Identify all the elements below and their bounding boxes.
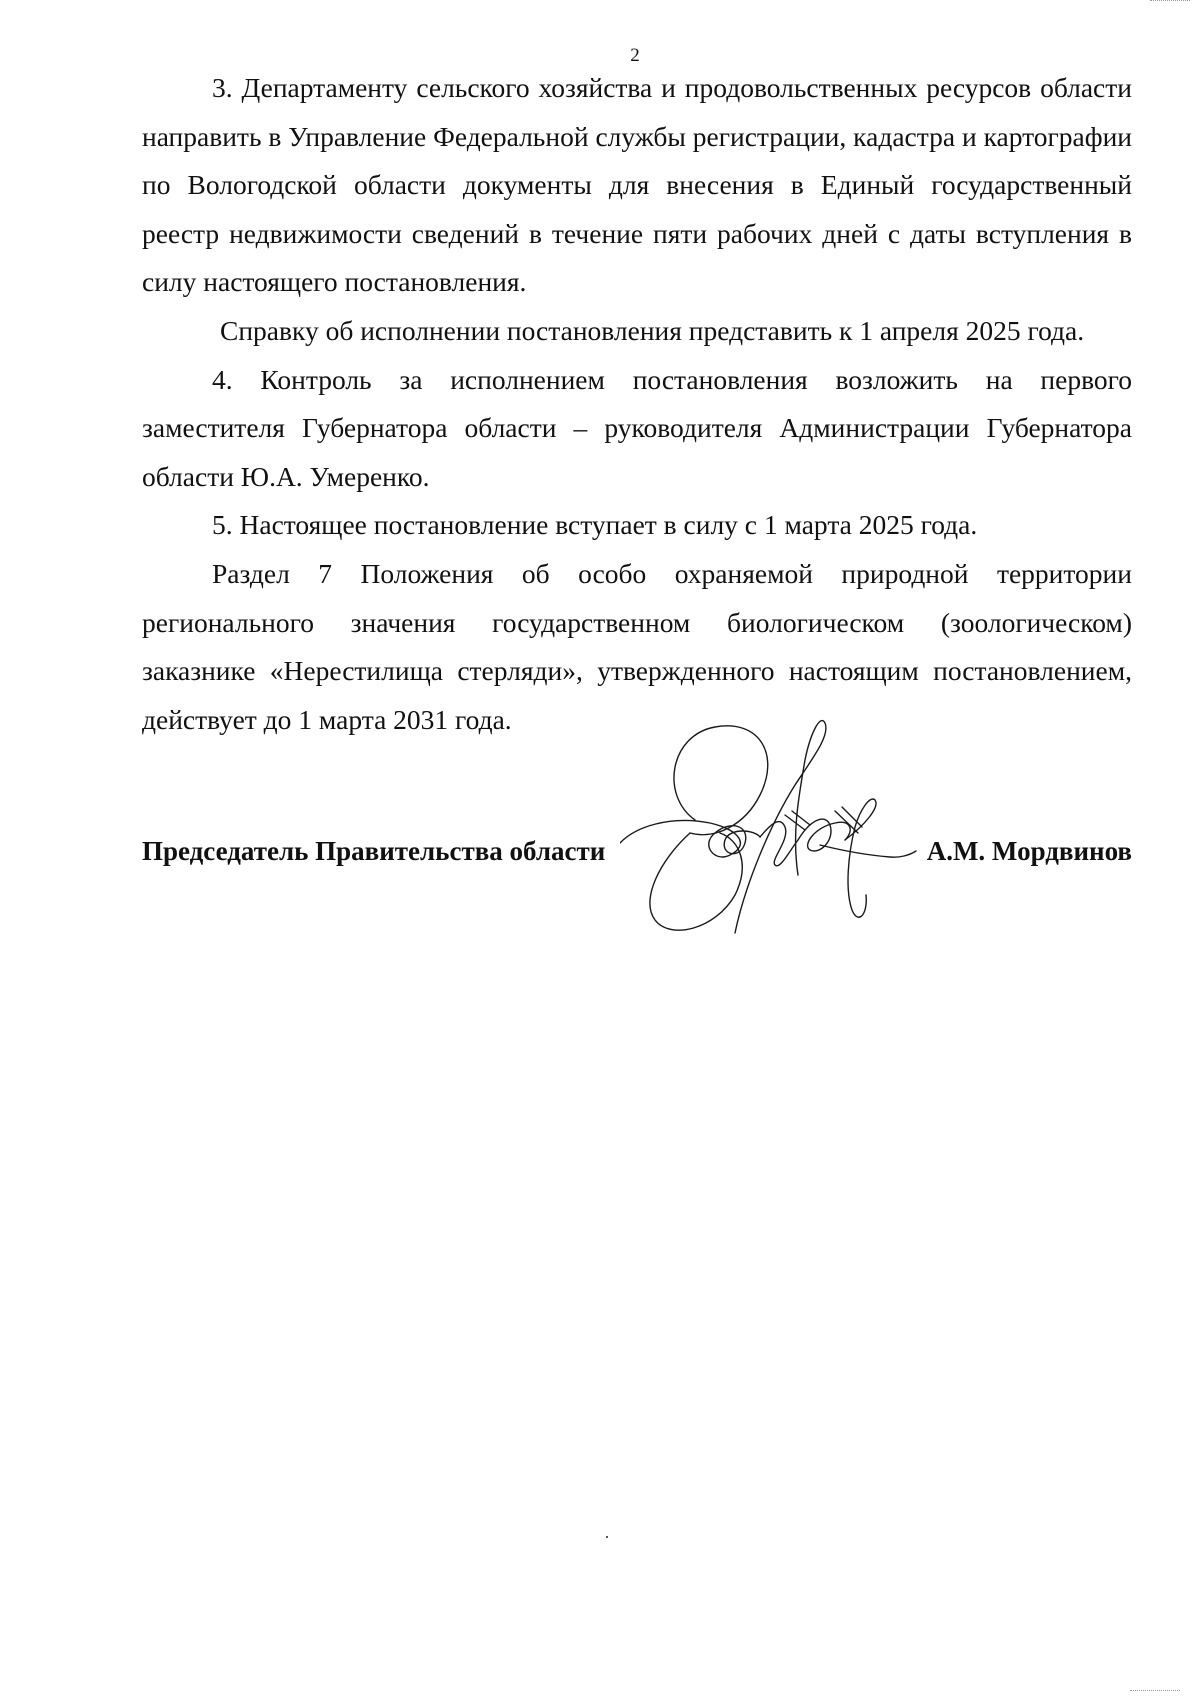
scan-artifact-top [1150, 0, 1190, 3]
paragraph-5: 5. Настоящее постановление вступает в силу с 1 марта 2025 года. [212, 509, 978, 541]
paragraph-3: 3. Департаменту сельского хозяйства и продовольственных ресурсов области направить в Управление Федеральной службы регистрации, кадастра и картографии по Вологодской области документы для внесения в Единый государственный реестр недвижимости сведений в течение пяти рабочих дней с даты вступления в силу настоящего постановления. [142, 72, 1132, 298]
page-number: 2 [630, 45, 640, 66]
paragraph-section-7: Раздел 7 Положения об особо охраняемой природной территории регионального значения государственном биологическом (зоологическом) заказнике «Нерестилища стерляди», утвержденного настоящим постановлением, действует до 1 марта 2031 года. [142, 557, 1132, 735]
scan-artifact-bottom [1130, 1690, 1180, 1693]
scan-dot [606, 1536, 608, 1538]
signatory-title: Председатель Правительства области [142, 836, 606, 866]
signatory-name: А.М. Мордвинов [926, 836, 1132, 866]
paragraph-report: Справку об исполнении постановления представить к 1 апреля 2025 года. [220, 314, 1085, 346]
document-body [142, 64, 1132, 744]
signature-block [142, 827, 1132, 875]
paragraph-4: 4. Контроль за исполнением постановления возложить на первого заместителя Губернатора области – руководителя Администрации Губернатора области Ю.А. Умеренко. [142, 363, 1132, 492]
